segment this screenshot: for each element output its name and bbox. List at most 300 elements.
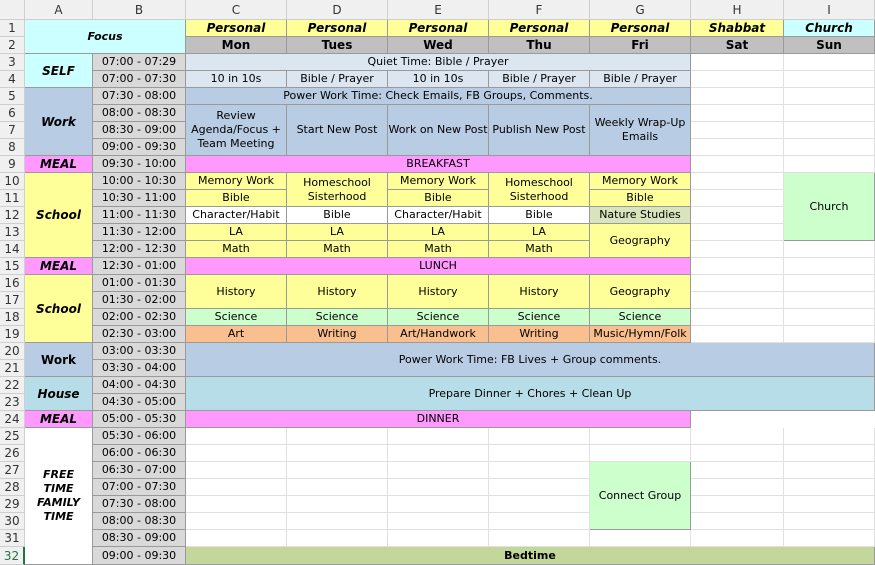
empty-cell[interactable] (388, 479, 489, 496)
power-work-block[interactable] (186, 343, 875, 377)
time-cell[interactable] (93, 445, 186, 462)
school-task[interactable] (287, 224, 388, 241)
time-cell[interactable] (93, 156, 186, 173)
empty-cell[interactable] (784, 428, 875, 445)
empty-cell[interactable] (784, 513, 875, 530)
dinner-block[interactable] (186, 411, 691, 428)
focus-house[interactable] (25, 377, 93, 411)
empty-cell[interactable] (489, 462, 590, 479)
row-header-5[interactable] (0, 88, 25, 105)
category-header-4-text: Personal (610, 21, 670, 35)
empty-cell[interactable] (784, 105, 875, 122)
school-task[interactable] (186, 190, 287, 207)
column-header-c[interactable] (186, 0, 287, 20)
power-work-block-text: Power Work Time: Check Emails, FB Groups, Comments. (283, 89, 593, 102)
time-cell-text: 10:30 - 11:00 (101, 191, 177, 204)
work-task[interactable] (489, 105, 590, 156)
day-header-wed-text: Wed (423, 38, 453, 52)
focus-school[interactable] (25, 173, 93, 258)
school-task[interactable] (590, 190, 691, 207)
column-header-a-text: A (54, 2, 63, 17)
empty-cell[interactable] (489, 496, 590, 513)
empty-cell[interactable] (186, 445, 287, 462)
row-header-32[interactable] (0, 547, 25, 565)
row-header-12[interactable] (0, 207, 25, 224)
empty-cell[interactable] (784, 445, 875, 462)
breakfast-block[interactable] (186, 156, 691, 173)
row-header-3[interactable] (0, 54, 25, 71)
row-header-23[interactable] (0, 394, 25, 411)
row-header-10[interactable] (0, 173, 25, 190)
time-cell[interactable] (93, 224, 186, 241)
column-header-i[interactable] (784, 0, 875, 20)
school-task-geography-text: Geography (609, 233, 671, 247)
school-task[interactable] (287, 241, 388, 258)
morning-task-text: 10 in 10s (412, 72, 464, 85)
empty-cell[interactable] (691, 156, 784, 173)
empty-cell[interactable] (784, 88, 875, 105)
column-header-d[interactable] (287, 0, 388, 20)
empty-cell[interactable] (784, 258, 875, 275)
morning-task-text: Bible / Prayer (502, 72, 576, 85)
focus-work[interactable] (25, 88, 93, 156)
focus-school[interactable] (25, 275, 93, 343)
empty-cell[interactable] (691, 513, 784, 530)
category-header-6[interactable] (784, 20, 875, 37)
empty-cell[interactable] (388, 513, 489, 530)
empty-cell[interactable] (691, 139, 784, 156)
empty-cell[interactable] (186, 428, 287, 445)
empty-cell[interactable] (691, 122, 784, 139)
empty-cell[interactable] (388, 428, 489, 445)
empty-cell[interactable] (186, 462, 287, 479)
lunch-block-text: LUNCH (419, 259, 457, 272)
school-task[interactable] (186, 224, 287, 241)
day-header-thu-text: Thu (526, 38, 552, 52)
empty-cell[interactable] (489, 530, 590, 547)
column-header-e[interactable] (388, 0, 489, 20)
row-header-8[interactable] (0, 139, 25, 156)
school-task[interactable] (287, 173, 388, 207)
row-header-30[interactable] (0, 513, 25, 530)
dinner-prep-block[interactable] (186, 377, 875, 411)
empty-cell[interactable] (388, 445, 489, 462)
quiet-time-block[interactable] (186, 54, 691, 71)
category-header-1-text: Personal (307, 21, 367, 35)
school-task-text: Math (525, 242, 553, 255)
empty-cell[interactable] (287, 462, 388, 479)
empty-cell[interactable] (489, 513, 590, 530)
work-task-text: Start New Post (296, 123, 378, 136)
category-header-3[interactable] (489, 20, 590, 37)
category-header-5-text: Shabbat (708, 21, 766, 35)
time-cell[interactable] (93, 173, 186, 190)
empty-cell[interactable] (388, 530, 489, 547)
school-task[interactable] (388, 275, 489, 309)
time-cell[interactable] (93, 428, 186, 445)
school-task-text: Nature Studies (599, 208, 681, 221)
day-header-thu[interactable] (489, 37, 590, 54)
category-header-5[interactable] (691, 20, 784, 37)
time-cell[interactable] (93, 479, 186, 496)
row-header-31[interactable] (0, 530, 25, 547)
empty-cell[interactable] (691, 428, 784, 445)
time-cell[interactable] (93, 326, 186, 343)
empty-cell[interactable] (691, 292, 784, 309)
school-task-text: Bible (222, 191, 250, 204)
school-task[interactable] (590, 309, 691, 326)
empty-cell[interactable] (784, 71, 875, 88)
school-task[interactable] (186, 309, 287, 326)
school-task[interactable] (186, 241, 287, 258)
row-header-23-text: 23 (4, 395, 20, 409)
school-task[interactable] (388, 326, 489, 343)
school-task-text: Geography (609, 284, 671, 298)
work-task[interactable] (590, 105, 691, 156)
time-cell-text: 08:00 - 08:30 (101, 514, 177, 527)
day-header-sun-text: Sun (816, 38, 842, 52)
row-header-20-text: 20 (4, 344, 20, 358)
row-header-17[interactable] (0, 292, 25, 309)
power-work-block[interactable] (186, 88, 691, 105)
school-task[interactable] (287, 275, 388, 309)
empty-cell[interactable] (784, 530, 875, 547)
row-header-16[interactable] (0, 275, 25, 292)
focus-meal[interactable] (25, 156, 93, 173)
row-header-4-text: 4 (8, 72, 16, 86)
day-header-mon[interactable] (186, 37, 287, 54)
school-task[interactable] (287, 309, 388, 326)
day-header-sat-text: Sat (725, 38, 749, 52)
focus-work[interactable] (25, 343, 93, 377)
time-cell[interactable] (93, 360, 186, 377)
time-cell[interactable] (93, 54, 186, 71)
day-header-wed[interactable] (388, 37, 489, 54)
empty-cell[interactable] (691, 326, 784, 343)
day-header-tues[interactable] (287, 37, 388, 54)
time-cell[interactable] (93, 105, 186, 122)
row-header-27[interactable] (0, 462, 25, 479)
school-task[interactable] (590, 275, 691, 309)
category-header-1[interactable] (287, 20, 388, 37)
time-cell[interactable] (93, 343, 186, 360)
connect-group-block[interactable] (590, 462, 691, 530)
empty-cell[interactable] (489, 479, 590, 496)
time-cell[interactable] (93, 207, 186, 224)
day-header-sat[interactable] (691, 37, 784, 54)
time-cell-text: 08:30 - 09:00 (101, 123, 177, 136)
school-task[interactable] (388, 190, 489, 207)
row-header-29[interactable] (0, 496, 25, 513)
empty-cell[interactable] (691, 54, 784, 71)
time-cell-text: 01:00 - 01:30 (101, 276, 177, 289)
school-task[interactable] (388, 224, 489, 241)
column-header-f[interactable] (489, 0, 590, 20)
empty-cell[interactable] (388, 462, 489, 479)
row-header-25[interactable] (0, 428, 25, 445)
time-cell[interactable] (93, 71, 186, 88)
time-cell[interactable] (93, 241, 186, 258)
empty-cell[interactable] (691, 190, 784, 207)
row-header-26-text: 26 (4, 446, 20, 460)
row-header-28[interactable] (0, 479, 25, 496)
row-header-12-text: 12 (4, 208, 20, 222)
row-header-11[interactable] (0, 190, 25, 207)
empty-cell[interactable] (691, 445, 784, 462)
empty-cell[interactable] (691, 258, 784, 275)
time-cell-text: 12:00 - 12:30 (101, 242, 177, 255)
empty-cell[interactable] (186, 530, 287, 547)
time-cell-text: 09:30 - 10:00 (101, 157, 177, 170)
empty-cell[interactable] (186, 513, 287, 530)
row-header-4[interactable] (0, 71, 25, 88)
empty-cell[interactable] (287, 496, 388, 513)
row-header-17-text: 17 (4, 293, 20, 307)
school-task[interactable] (186, 207, 287, 224)
time-cell[interactable] (93, 462, 186, 479)
row-header-24-text: 24 (4, 412, 20, 426)
day-header-sun[interactable] (784, 37, 875, 54)
empty-cell[interactable] (691, 173, 784, 190)
empty-cell[interactable] (784, 156, 875, 173)
empty-cell[interactable] (489, 445, 590, 462)
empty-cell[interactable] (186, 496, 287, 513)
time-cell[interactable] (93, 139, 186, 156)
empty-cell[interactable] (590, 445, 691, 462)
church-block-text: Church (809, 199, 849, 213)
school-task-text: History (519, 284, 559, 298)
empty-cell[interactable] (784, 54, 875, 71)
empty-cell[interactable] (691, 105, 784, 122)
school-task[interactable] (489, 224, 590, 241)
row-header-11-text: 11 (4, 191, 20, 205)
empty-cell[interactable] (287, 530, 388, 547)
focus-meal[interactable] (25, 258, 93, 275)
school-task-text: Math (323, 242, 351, 255)
focus-header-text: Focus (87, 29, 123, 43)
empty-cell[interactable] (691, 207, 784, 224)
school-task[interactable] (388, 173, 489, 190)
school-task-geography[interactable] (590, 224, 691, 258)
school-task[interactable] (590, 207, 691, 224)
school-task-text: Science (315, 310, 359, 323)
school-task-text: Character/Habit (192, 208, 280, 221)
empty-cell[interactable] (287, 513, 388, 530)
column-header-b[interactable] (93, 0, 186, 20)
school-task[interactable] (287, 207, 388, 224)
row-header-31-text: 31 (4, 531, 20, 545)
row-header-14-text: 14 (4, 242, 20, 256)
empty-cell[interactable] (784, 462, 875, 479)
focus-free-time[interactable] (25, 428, 93, 565)
time-cell-text: 05:30 - 06:00 (101, 429, 177, 442)
morning-task-text: Bible / Prayer (603, 72, 677, 85)
row-header-19[interactable] (0, 326, 25, 343)
row-header-9[interactable] (0, 156, 25, 173)
select-all-corner[interactable] (0, 0, 25, 20)
empty-cell[interactable] (784, 241, 875, 258)
time-cell[interactable] (93, 547, 186, 565)
row-header-6[interactable] (0, 105, 25, 122)
empty-cell[interactable] (784, 139, 875, 156)
row-header-6-text: 6 (8, 106, 16, 120)
empty-cell[interactable] (691, 530, 784, 547)
row-header-13[interactable] (0, 224, 25, 241)
row-header-1[interactable] (0, 20, 25, 37)
time-cell[interactable] (93, 411, 186, 428)
category-header-4[interactable] (590, 20, 691, 37)
empty-cell[interactable] (590, 428, 691, 445)
day-header-fri[interactable] (590, 37, 691, 54)
school-task[interactable] (590, 326, 691, 343)
row-header-24[interactable] (0, 411, 25, 428)
row-header-21[interactable] (0, 360, 25, 377)
school-task[interactable] (287, 326, 388, 343)
category-header-0[interactable] (186, 20, 287, 37)
empty-cell[interactable] (784, 496, 875, 513)
empty-cell[interactable] (287, 479, 388, 496)
time-cell[interactable] (93, 88, 186, 105)
dinner-block-text: DINNER (416, 412, 460, 425)
row-header-2[interactable] (0, 37, 25, 54)
empty-cell[interactable] (691, 496, 784, 513)
morning-task-text: 10 in 10s (210, 72, 262, 85)
work-task[interactable] (287, 105, 388, 156)
time-cell-text: 06:00 - 06:30 (101, 446, 177, 459)
focus-self[interactable] (25, 54, 93, 88)
focus-header[interactable] (25, 20, 186, 54)
column-header-a[interactable] (25, 0, 93, 20)
school-task[interactable] (489, 326, 590, 343)
row-header-2-text: 2 (8, 38, 16, 52)
time-cell[interactable] (93, 496, 186, 513)
row-header-3-text: 3 (8, 55, 16, 69)
column-header-f-text: F (535, 2, 543, 17)
dinner-prep-block-text: Prepare Dinner + Chores + Clean Up (428, 386, 632, 400)
school-task[interactable] (489, 309, 590, 326)
school-task-text: LA (431, 225, 445, 238)
empty-cell[interactable] (590, 530, 691, 547)
row-header-26[interactable] (0, 445, 25, 462)
row-header-15[interactable] (0, 258, 25, 275)
empty-cell[interactable] (287, 445, 388, 462)
school-task[interactable] (388, 309, 489, 326)
column-header-h[interactable] (691, 0, 784, 20)
row-header-19-text: 19 (4, 327, 20, 341)
morning-task[interactable] (186, 71, 287, 88)
time-cell[interactable] (93, 377, 186, 394)
column-header-g[interactable] (590, 0, 691, 20)
row-header-5-text: 5 (8, 89, 16, 103)
morning-task[interactable] (489, 71, 590, 88)
empty-cell[interactable] (784, 309, 875, 326)
focus-meal[interactable] (25, 411, 93, 428)
school-task-text: History (418, 284, 458, 298)
school-task-text: Writing (519, 327, 559, 340)
school-task[interactable] (388, 207, 489, 224)
focus-work-text: Work (41, 114, 76, 129)
school-task[interactable] (590, 173, 691, 190)
empty-cell[interactable] (287, 428, 388, 445)
morning-task-text: Bible / Prayer (300, 72, 374, 85)
work-task[interactable] (186, 105, 287, 156)
bedtime-block[interactable] (186, 547, 875, 565)
time-cell-text: 06:30 - 07:00 (101, 463, 177, 476)
empty-cell[interactable] (691, 224, 784, 241)
time-cell-text: 04:00 - 04:30 (101, 378, 177, 391)
school-task[interactable] (388, 241, 489, 258)
school-task[interactable] (489, 173, 590, 207)
empty-cell[interactable] (691, 462, 784, 479)
empty-cell[interactable] (784, 326, 875, 343)
empty-cell[interactable] (784, 479, 875, 496)
empty-cell[interactable] (784, 275, 875, 292)
empty-cell[interactable] (691, 241, 784, 258)
empty-cell[interactable] (784, 292, 875, 309)
time-cell[interactable] (93, 275, 186, 292)
work-task[interactable] (388, 105, 489, 156)
empty-cell[interactable] (489, 428, 590, 445)
school-task[interactable] (489, 207, 590, 224)
focus-free-time-text: FREE TIME FAMILY TIME (37, 468, 80, 523)
empty-cell[interactable] (691, 71, 784, 88)
row-header-22[interactable] (0, 377, 25, 394)
time-cell[interactable] (93, 190, 186, 207)
time-cell[interactable] (93, 309, 186, 326)
focus-meal-text: MEAL (39, 259, 78, 273)
focus-school-text: School (36, 208, 81, 222)
church-block[interactable] (784, 173, 875, 241)
time-cell[interactable] (93, 258, 186, 275)
time-cell[interactable] (93, 122, 186, 139)
empty-cell[interactable] (691, 309, 784, 326)
row-header-18[interactable] (0, 309, 25, 326)
row-header-14[interactable] (0, 241, 25, 258)
empty-cell[interactable] (388, 496, 489, 513)
column-header-b-text: B (134, 2, 144, 17)
category-header-2[interactable] (388, 20, 489, 37)
empty-cell[interactable] (186, 479, 287, 496)
row-header-18-text: 18 (4, 310, 20, 324)
morning-task[interactable] (388, 71, 489, 88)
empty-cell[interactable] (691, 275, 784, 292)
school-task[interactable] (489, 275, 590, 309)
time-cell[interactable] (93, 292, 186, 309)
lunch-block[interactable] (186, 258, 691, 275)
school-task[interactable] (489, 241, 590, 258)
row-header-15-text: 15 (4, 259, 20, 273)
row-header-7[interactable] (0, 122, 25, 139)
empty-cell[interactable] (784, 122, 875, 139)
time-cell[interactable] (93, 530, 186, 547)
empty-cell[interactable] (691, 479, 784, 496)
time-cell-text: 02:30 - 03:00 (101, 327, 177, 340)
school-task-text: LA (532, 225, 546, 238)
time-cell-text: 12:30 - 01:00 (101, 259, 177, 272)
row-header-20[interactable] (0, 343, 25, 360)
time-cell[interactable] (93, 394, 186, 411)
school-task[interactable] (186, 275, 287, 309)
time-cell[interactable] (93, 513, 186, 530)
row-header-27-text: 27 (4, 463, 20, 477)
empty-cell[interactable] (691, 88, 784, 105)
school-task[interactable] (186, 326, 287, 343)
morning-task[interactable] (287, 71, 388, 88)
school-task[interactable] (186, 173, 287, 190)
row-header-13-text: 13 (4, 225, 20, 239)
work-task-text: Weekly Wrap-Up Emails (594, 116, 686, 143)
morning-task[interactable] (590, 71, 691, 88)
